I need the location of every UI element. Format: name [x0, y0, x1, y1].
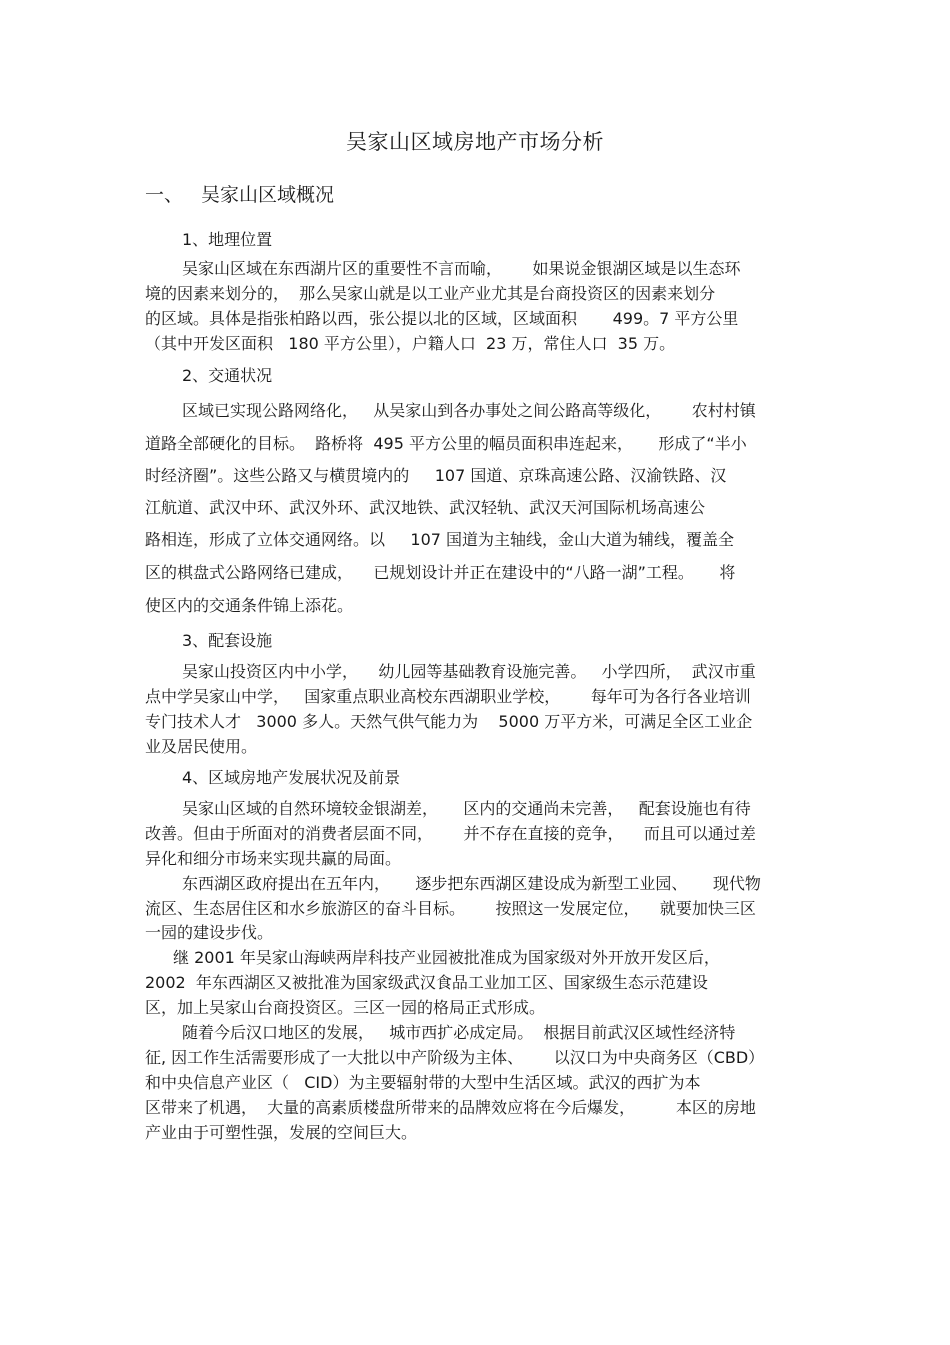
paragraph-line: 时经济圈”。这些公路又与横贯境内的 107 国道、京珠高速公路、汉渝铁路、汉 [145, 466, 727, 485]
paragraph-line: 异化和细分市场来实现共赢的局面。 [145, 849, 402, 868]
section-number: 一、 [145, 184, 184, 206]
subsection-heading-traffic: 2、交通状况 [182, 366, 273, 385]
section-heading [145, 180, 334, 207]
document-title: 吴家山区域房地产市场分析 [346, 130, 604, 154]
paragraph-line: 使区内的交通条件锦上添花。 [145, 596, 354, 615]
paragraph-line: 道路全部硬化的目标。 路桥将 495 平方公里的幅员面积串连起来， 形成了“半小 [145, 434, 747, 453]
paragraph-line: 路相连，形成了立体交通网络。以 107 国道为主轴线，金山大道为辅线，覆盖全 [145, 530, 735, 549]
section-title: 吴家山区域概况 [201, 184, 335, 206]
paragraph-line: （其中开发区面积 180 平方公里），户籍人口 23 万，常住人口 35 万。 [145, 334, 676, 353]
paragraph-line: 点中学吴家山中学， 国家重点职业高校东西湖职业学校， 每年可为各行各业培训 [145, 687, 751, 706]
paragraph-line: 吴家山投资区内中小学， 幼儿园等基础教育设施完善。 小学四所， 武汉市重 [182, 662, 756, 681]
paragraph-line: 继 2001 年吴家山海峡两岸科技产业园被批准成为国家级对外开放开发区后， [173, 948, 720, 967]
paragraph-line: 区域已实现公路网络化， 从吴家山到各办事处之间公路高等级化， 农村村镇 [182, 401, 756, 420]
paragraph-line: 业及居民使用。 [145, 737, 258, 756]
paragraph-line: 征, 因工作生活需要形成了一大批以中产阶级为主体、 以汉口为中央商务区（CBD） [145, 1048, 765, 1067]
paragraph-line: 产业由于可塑性强，发展的空间巨大。 [145, 1123, 418, 1142]
subsection-heading-real-estate: 4、区域房地产发展状况及前景 [182, 768, 401, 787]
paragraph-line: 区的棋盘式公路网络已建成， 已规划设计并正在建设中的“八路一湖”工程。 将 [145, 563, 736, 582]
paragraph-line: 改善。但由于所面对的消费者层面不同， 并不存在直接的竞争， 而且可以通过差 [145, 824, 756, 843]
subsection-heading-location: 1、地理位置 [182, 230, 273, 249]
paragraph-line: 江航道、武汉中环、武汉外环、武汉地铁、武汉轻轨、武汉天河国际机场高速公 [145, 498, 706, 517]
paragraph-line: 区带来了机遇， 大量的高素质楼盘所带来的品牌效应将在今后爆发， 本区的房地 [145, 1098, 756, 1117]
paragraph-line: 2002 年东西湖区又被批准为国家级武汉食品工业加工区、国家级生态示范建设 [145, 973, 708, 992]
paragraph-line: 的区域。具体是指张柏路以西，张公提以北的区域，区域面积 499。7 平方公里 [145, 309, 739, 328]
paragraph-line: 东西湖区政府提出在五年内， 逐步把东西湖区建设成为新型工业园、 现代物 [182, 874, 761, 893]
paragraph-line: 随着今后汉口地区的发展， 城市西扩必成定局。 根据目前武汉区域性经济特 [182, 1023, 736, 1042]
paragraph-line: 吴家山区域的自然环境较金银湖差， 区内的交通尚未完善， 配套设施也有待 [182, 799, 751, 818]
paragraph-line: 流区、生态居住区和水乡旅游区的奋斗目标。 按照这一发展定位， 就要加快三区 [145, 899, 756, 918]
subsection-heading-facilities: 3、配套设施 [182, 631, 273, 650]
paragraph-line: 区，加上吴家山台商投资区。三区一园的格局正式形成。 [145, 998, 546, 1017]
paragraph-line: 和中央信息产业区（ CID）为主要辐射带的大型中生活区域。武汉的西扩为本 [145, 1073, 701, 1092]
paragraph-line: 吴家山区域在东西湖片区的重要性不言而喻， 如果说金银湖区域是以生态环 [182, 259, 741, 278]
paragraph-line: 专门技术人才 3000 多人。天然气供气能力为 5000 万平方米，可满足全区工业企 [145, 712, 753, 731]
paragraph-line: 一园的建设步伐。 [145, 923, 274, 942]
paragraph-line: 境的因素来划分的， 那么吴家山就是以工业产业尤其是台商投资区的因素来划分 [145, 284, 716, 303]
